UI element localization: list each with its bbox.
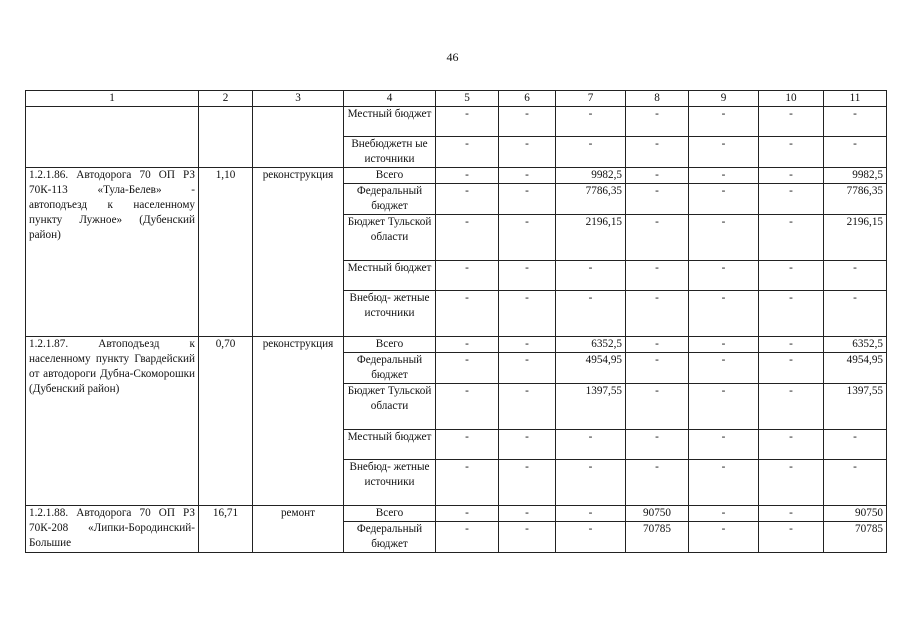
amount-cell: 1397,55 (556, 384, 626, 430)
amount-cell: - (499, 384, 556, 430)
amount-cell: 90750 (626, 506, 689, 522)
amount-cell: - (626, 353, 689, 384)
amount-cell: - (689, 291, 759, 337)
amount-cell: - (626, 215, 689, 261)
funding-source: Всего (344, 506, 436, 522)
funding-source: Местный бюджет (344, 430, 436, 460)
funding-source: Бюджет Тульской области (344, 384, 436, 430)
amount-cell: - (689, 384, 759, 430)
amount-cell: - (436, 137, 499, 168)
amount-cell: - (436, 506, 499, 522)
funding-source: Федеральный бюджет (344, 522, 436, 553)
amount-cell: - (689, 337, 759, 353)
amount-cell: 9982,5 (824, 168, 887, 184)
object-name: 1.2.1.88. Автодорога 70 ОП РЗ 70К-208 «Липки-Бородинский-Большие (26, 506, 199, 553)
amount-cell: - (689, 430, 759, 460)
amount-cell: - (689, 215, 759, 261)
object-length: 1,10 (199, 168, 253, 337)
funding-source: Внебюджетн ые источники (344, 137, 436, 168)
amount-cell: - (436, 215, 499, 261)
column-header: 10 (759, 91, 824, 107)
amount-cell: - (556, 107, 626, 137)
amount-cell: - (556, 430, 626, 460)
amount-cell: - (436, 107, 499, 137)
amount-cell: - (759, 430, 824, 460)
table-row (26, 506, 887, 522)
amount-cell: - (499, 168, 556, 184)
amount-cell: - (499, 291, 556, 337)
amount-cell: - (556, 460, 626, 506)
table-row (26, 337, 887, 353)
funding-source: Всего (344, 168, 436, 184)
funding-source: Федеральный бюджет (344, 184, 436, 215)
amount-cell: - (556, 506, 626, 522)
funding-source: Местный бюджет (344, 261, 436, 291)
amount-cell: - (626, 430, 689, 460)
work-type: реконструкция (253, 337, 344, 506)
object-length: 0,70 (199, 337, 253, 506)
amount-cell: - (759, 337, 824, 353)
amount-cell: - (759, 137, 824, 168)
amount-cell: - (436, 337, 499, 353)
amount-cell: - (499, 337, 556, 353)
amount-cell: - (626, 261, 689, 291)
amount-cell: - (759, 353, 824, 384)
amount-cell: - (759, 215, 824, 261)
amount-cell: - (626, 168, 689, 184)
funding-source: Местный бюджет (344, 107, 436, 137)
amount-cell: - (556, 261, 626, 291)
amount-cell: 4954,95 (824, 353, 887, 384)
column-header: 8 (626, 91, 689, 107)
amount-cell: - (499, 430, 556, 460)
amount-cell: - (689, 137, 759, 168)
object-name: 1.2.1.87. Автоподъезд к населенному пункту Гвардейский от автодороги Дубна-Скоморошки (Дубенский район) (26, 337, 199, 506)
amount-cell: 6352,5 (556, 337, 626, 353)
column-header: 5 (436, 91, 499, 107)
column-header: 1 (26, 91, 199, 107)
amount-cell: - (556, 522, 626, 553)
work-type: реконструкция (253, 168, 344, 337)
amount-cell: - (626, 107, 689, 137)
object-length (199, 107, 253, 168)
amount-cell: 70785 (626, 522, 689, 553)
amount-cell: - (824, 291, 887, 337)
amount-cell: - (759, 291, 824, 337)
funding-source: Всего (344, 337, 436, 353)
funding-source: Федеральный бюджет (344, 353, 436, 384)
amount-cell: - (689, 107, 759, 137)
amount-cell: - (499, 261, 556, 291)
amount-cell: - (626, 184, 689, 215)
amount-cell: 9982,5 (556, 168, 626, 184)
amount-cell: - (436, 430, 499, 460)
amount-cell: - (499, 137, 556, 168)
column-header: 6 (499, 91, 556, 107)
page-number: 46 (446, 50, 459, 64)
work-type: ремонт (253, 506, 344, 553)
amount-cell: - (626, 460, 689, 506)
funding-source: Внебюд- жетные источники (344, 291, 436, 337)
amount-cell: 1397,55 (824, 384, 887, 430)
amount-cell: - (499, 215, 556, 261)
amount-cell: - (689, 353, 759, 384)
amount-cell: - (824, 430, 887, 460)
column-header: 3 (253, 91, 344, 107)
amount-cell: - (689, 506, 759, 522)
amount-cell: - (759, 107, 824, 137)
table-row (26, 107, 887, 137)
amount-cell: - (824, 137, 887, 168)
amount-cell: - (759, 261, 824, 291)
amount-cell: 90750 (824, 506, 887, 522)
amount-cell: - (499, 107, 556, 137)
amount-cell: - (556, 137, 626, 168)
amount-cell: - (499, 506, 556, 522)
amount-cell: - (626, 337, 689, 353)
amount-cell: - (689, 168, 759, 184)
amount-cell: - (436, 261, 499, 291)
amount-cell: - (499, 184, 556, 215)
column-header: 9 (689, 91, 759, 107)
column-header: 7 (556, 91, 626, 107)
amount-cell: - (436, 353, 499, 384)
amount-cell: 2196,15 (556, 215, 626, 261)
amount-cell: 6352,5 (824, 337, 887, 353)
column-header: 11 (824, 91, 887, 107)
amount-cell: 7786,35 (556, 184, 626, 215)
amount-cell: 2196,15 (824, 215, 887, 261)
object-name (26, 107, 199, 168)
amount-cell: - (499, 522, 556, 553)
amount-cell: - (626, 384, 689, 430)
amount-cell: - (626, 137, 689, 168)
amount-cell: - (499, 353, 556, 384)
object-length: 16,71 (199, 506, 253, 553)
amount-cell: - (436, 184, 499, 215)
amount-cell: - (689, 460, 759, 506)
amount-cell: - (824, 261, 887, 291)
budget-table (25, 90, 887, 553)
amount-cell: - (759, 506, 824, 522)
amount-cell: - (759, 384, 824, 430)
header-row (26, 91, 887, 107)
amount-cell: - (689, 522, 759, 553)
amount-cell: 7786,35 (824, 184, 887, 215)
work-type (253, 107, 344, 168)
object-name: 1.2.1.86. Автодорога 70 ОП РЗ 70К-113 «Тула-Белев» - автоподъезд к населенному пункту Лужное» (Дубенский район) (26, 168, 199, 337)
funding-source: Внебюд- жетные источники (344, 460, 436, 506)
table-row (26, 168, 887, 184)
amount-cell: 70785 (824, 522, 887, 553)
amount-cell: - (759, 522, 824, 553)
amount-cell: - (436, 291, 499, 337)
column-header: 4 (344, 91, 436, 107)
amount-cell: - (759, 460, 824, 506)
amount-cell: - (689, 184, 759, 215)
amount-cell: - (689, 261, 759, 291)
amount-cell: - (499, 460, 556, 506)
amount-cell: - (436, 460, 499, 506)
amount-cell: - (436, 168, 499, 184)
amount-cell: 4954,95 (556, 353, 626, 384)
amount-cell: - (824, 107, 887, 137)
funding-source: Бюджет Тульской области (344, 215, 436, 261)
column-header: 2 (199, 91, 253, 107)
amount-cell: - (759, 184, 824, 215)
amount-cell: - (436, 522, 499, 553)
amount-cell: - (626, 291, 689, 337)
amount-cell: - (556, 291, 626, 337)
amount-cell: - (759, 168, 824, 184)
amount-cell: - (436, 384, 499, 430)
amount-cell: - (824, 460, 887, 506)
